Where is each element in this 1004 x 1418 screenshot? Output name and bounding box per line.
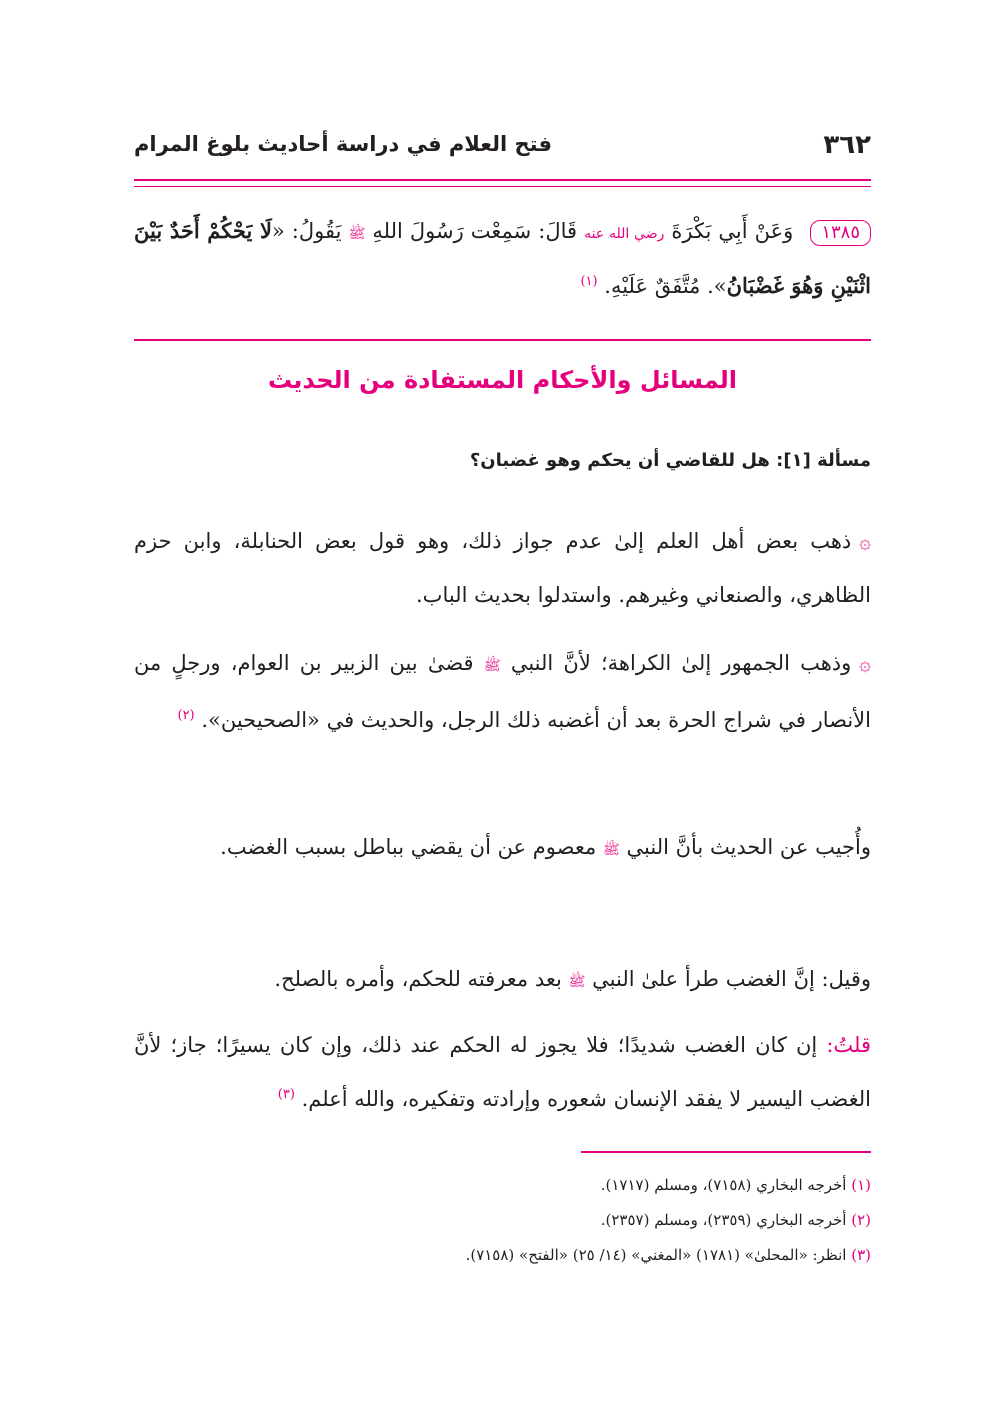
- footnote-2: [134, 1203, 871, 1238]
- footnote-ref-2: (٢): [177, 708, 195, 723]
- hadith-number-badge: ١٣٨٥: [810, 220, 871, 246]
- footnote-number: (٢): [851, 1211, 871, 1229]
- book-title: فتح العلام في دراسة أحاديث بلوغ المرام: [134, 132, 552, 156]
- paragraph-4-text-b: بعد معرفته للحكم، وأمره بالصلح.: [274, 967, 562, 991]
- footnote-number: (١): [851, 1176, 871, 1194]
- header-rule-thick: [134, 179, 871, 181]
- footnote-ref-1: (١): [580, 274, 598, 289]
- honorific-ra: رضي الله عنه: [584, 226, 665, 242]
- page-number: ٣٦٢: [823, 130, 871, 160]
- paragraph-1: [134, 514, 871, 622]
- hadith-quote: لَا يَحْكُمْ أَحَدٌ بَيْنَ اثْنَيْنِ وَهُوَ غَضْبَانُ: [134, 218, 871, 298]
- footnotes: [134, 1168, 871, 1273]
- header-rule-thin: [134, 186, 871, 187]
- hadith-text-4: ». مُتَّفَقٌ عَلَيْهِ.: [604, 274, 727, 298]
- footnote-ref-3: (٣): [277, 1087, 295, 1102]
- paragraph-3-text-b: معصوم عن أن يقضي بباطل بسبب الغضب.: [220, 835, 597, 859]
- paragraph-1-text: ذهب بعض أهل العلم إلىٰ عدم جواز ذلك، وهو قول بعض الحنابلة، وابن حزم الظاهري، والصنعاني وغيرهم. واستدلوا بحديث الباب.: [134, 529, 871, 607]
- hadith-text-2: قَالَ: سَمِعْت رَسُولَ اللهِ: [372, 219, 578, 243]
- paragraph-4-text-a: وقيل: إنَّ الغضب طرأ علىٰ النبي: [592, 967, 871, 991]
- hadith-text-1: وَعَنْ أَبِي بَكْرَةَ: [671, 219, 794, 243]
- paragraph-2: [134, 636, 871, 747]
- paragraph-2-text-a: وذهب الجمهور إلىٰ الكراهة؛ لأنَّ النبي: [510, 651, 852, 675]
- honorific-saw: ﷺ: [348, 226, 366, 242]
- hadith-rule: [134, 339, 871, 341]
- paragraph-4: [134, 952, 871, 1009]
- footnote-1: [134, 1168, 871, 1203]
- question-heading: [470, 450, 871, 471]
- hadith-text-3: يَقُولُ: «: [271, 219, 342, 243]
- page-header: [134, 130, 871, 170]
- honorific-saw: ﷺ: [483, 658, 501, 674]
- honorific-saw: ﷺ: [602, 842, 620, 858]
- paragraph-2-text-b: قضىٰ بين الزبير بن العوام، ورجلٍ من الأنصار في شراج الحرة بعد أن أغضبه ذلك الرجل، والحديث في «الصحيحين».: [134, 651, 871, 732]
- section-title: المسائل والأحكام المستفادة من الحديث: [267, 366, 738, 394]
- footnote-text: أخرجه البخاري (٧١٥٨)، ومسلم (١٧١٧).: [600, 1176, 847, 1194]
- paragraph-5-text: إن كان الغضب شديدًا؛ فلا يجوز له الحكم عند ذلك، وإن كان يسيرًا؛ جاز؛ لأنَّ الغضب اليسير لا يفقد الإنسان شعوره وإرادته وتفكيره، والله أعلم.: [134, 1033, 871, 1111]
- footnote-separator: [581, 1151, 871, 1153]
- author-note-label: قلتُ:: [826, 1033, 871, 1057]
- question-text: هل للقاضي أن يحكم وهو غضبان؟: [469, 450, 770, 471]
- footnote-text: أخرجه البخاري (٢٣٥٩)، ومسلم (٢٣٥٧).: [600, 1211, 847, 1229]
- paragraph-5: [134, 1018, 871, 1126]
- hadith-block: [134, 205, 871, 312]
- flower-icon: ۞: [859, 529, 871, 553]
- flower-icon: ۞: [859, 651, 871, 675]
- footnote-number: (٣): [851, 1246, 871, 1264]
- footnote-text: انظر: «المحلىٰ» (١٧٨١) «المغني» (١٤/ ٢٥) «الفتح» (٧١٥٨).: [465, 1246, 847, 1264]
- honorific-saw: ﷺ: [568, 974, 586, 990]
- footnote-3: [134, 1238, 871, 1273]
- question-label: مسألة [١]:: [776, 450, 871, 471]
- paragraph-3-text-a: وأُجيب عن الحديث بأنَّ النبي: [626, 835, 871, 859]
- paragraph-3: [134, 820, 871, 877]
